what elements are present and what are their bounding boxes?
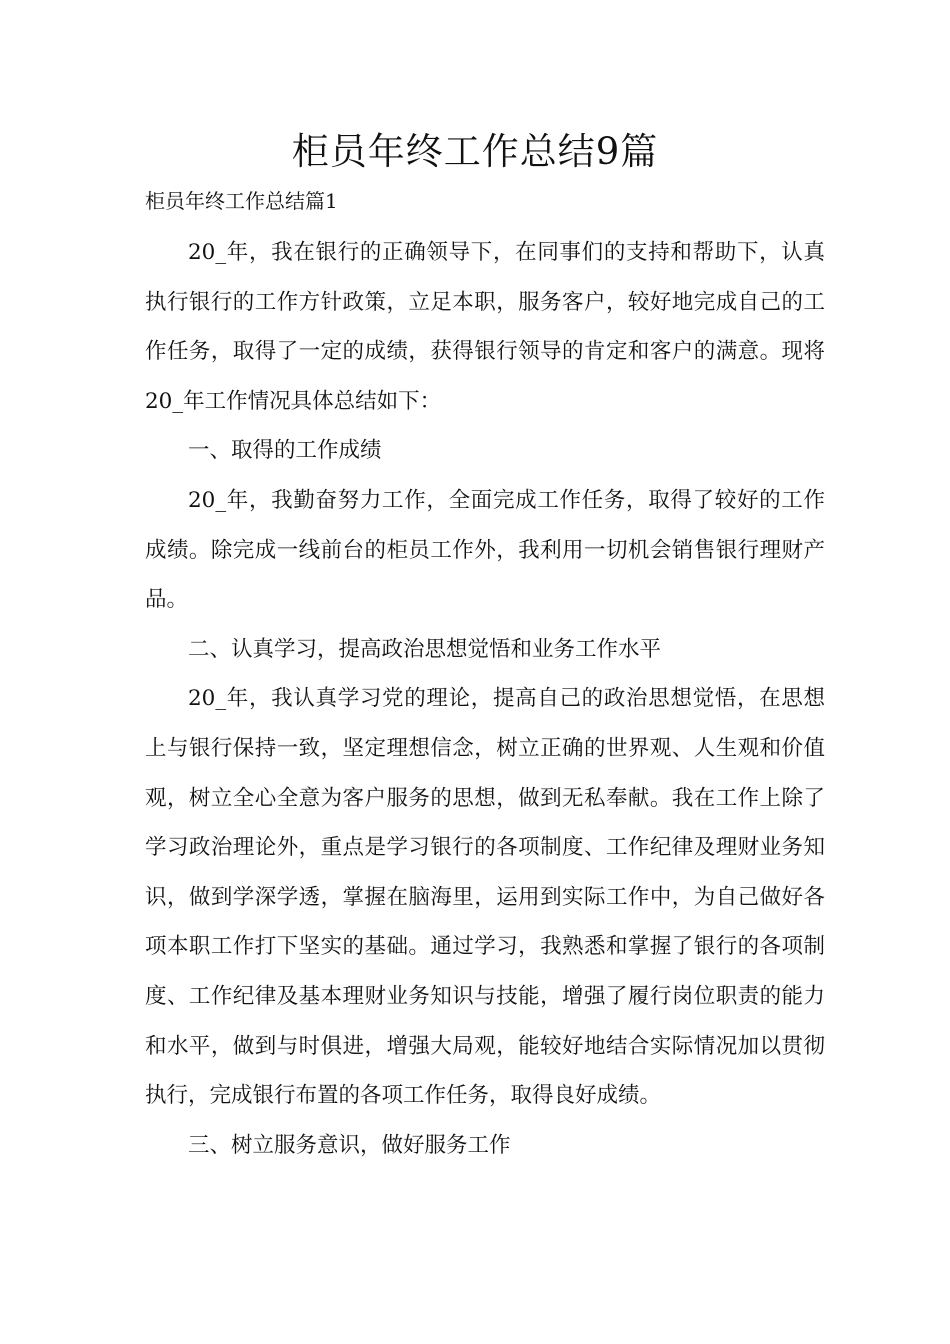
document-title: 柜员年终工作总结9篇 bbox=[291, 130, 659, 173]
heading-service: 三、树立服务意识，做好服务工作 bbox=[188, 1132, 511, 1158]
section-heading: 柜员年终工作总结篇1 bbox=[145, 189, 338, 213]
paragraph-achievements: 20_年，我勤奋努力工作，全面完成工作任务，取得了较好的工作成绩。除完成一线前台的柜员工作外，我利用一切机会销售银行理财产品。 bbox=[145, 487, 825, 613]
heading-study: 二、认真学习，提高政治思想觉悟和业务工作水平 bbox=[188, 636, 662, 662]
paragraph-study: 20_年，我认真学习党的理论，提高自己的政治思想觉悟，在思想上与银行保持一致，坚定理想信念，树立正确的世界观、人生观和价值观，树立全心全意为客户服务的思想，做到无私奉献。我在工作上除了学习政治理论外，重点是学习银行的各项制度、工作纪律及理财业务知识，做到学深学透，掌握在脑海里，运用到实际工作中，为自己做好各项本职工作打下坚实的基础。通过学习，我熟悉和掌握了银行的各项制度、工作纪律及基本理财业务知识与技能，增强了履行岗位职责的能力和水平，做到与时俱进，增强大局观，能较好地结合实际情况加以贯彻执行，完成银行布置的各项工作任务，取得良好成绩。 bbox=[145, 686, 825, 1109]
heading-achievements: 一、取得的工作成绩 bbox=[188, 438, 382, 464]
document-body bbox=[145, 228, 825, 1170]
paragraph-intro: 20_年，我在银行的正确领导下，在同事们的支持和帮助下，认真执行银行的工作方针政策，立足本职，服务客户，较好地完成自己的工作任务，取得了一定的成绩，获得银行领导的肯定和客户的满意。现将20_年工作情况具体总结如下： bbox=[145, 240, 825, 414]
